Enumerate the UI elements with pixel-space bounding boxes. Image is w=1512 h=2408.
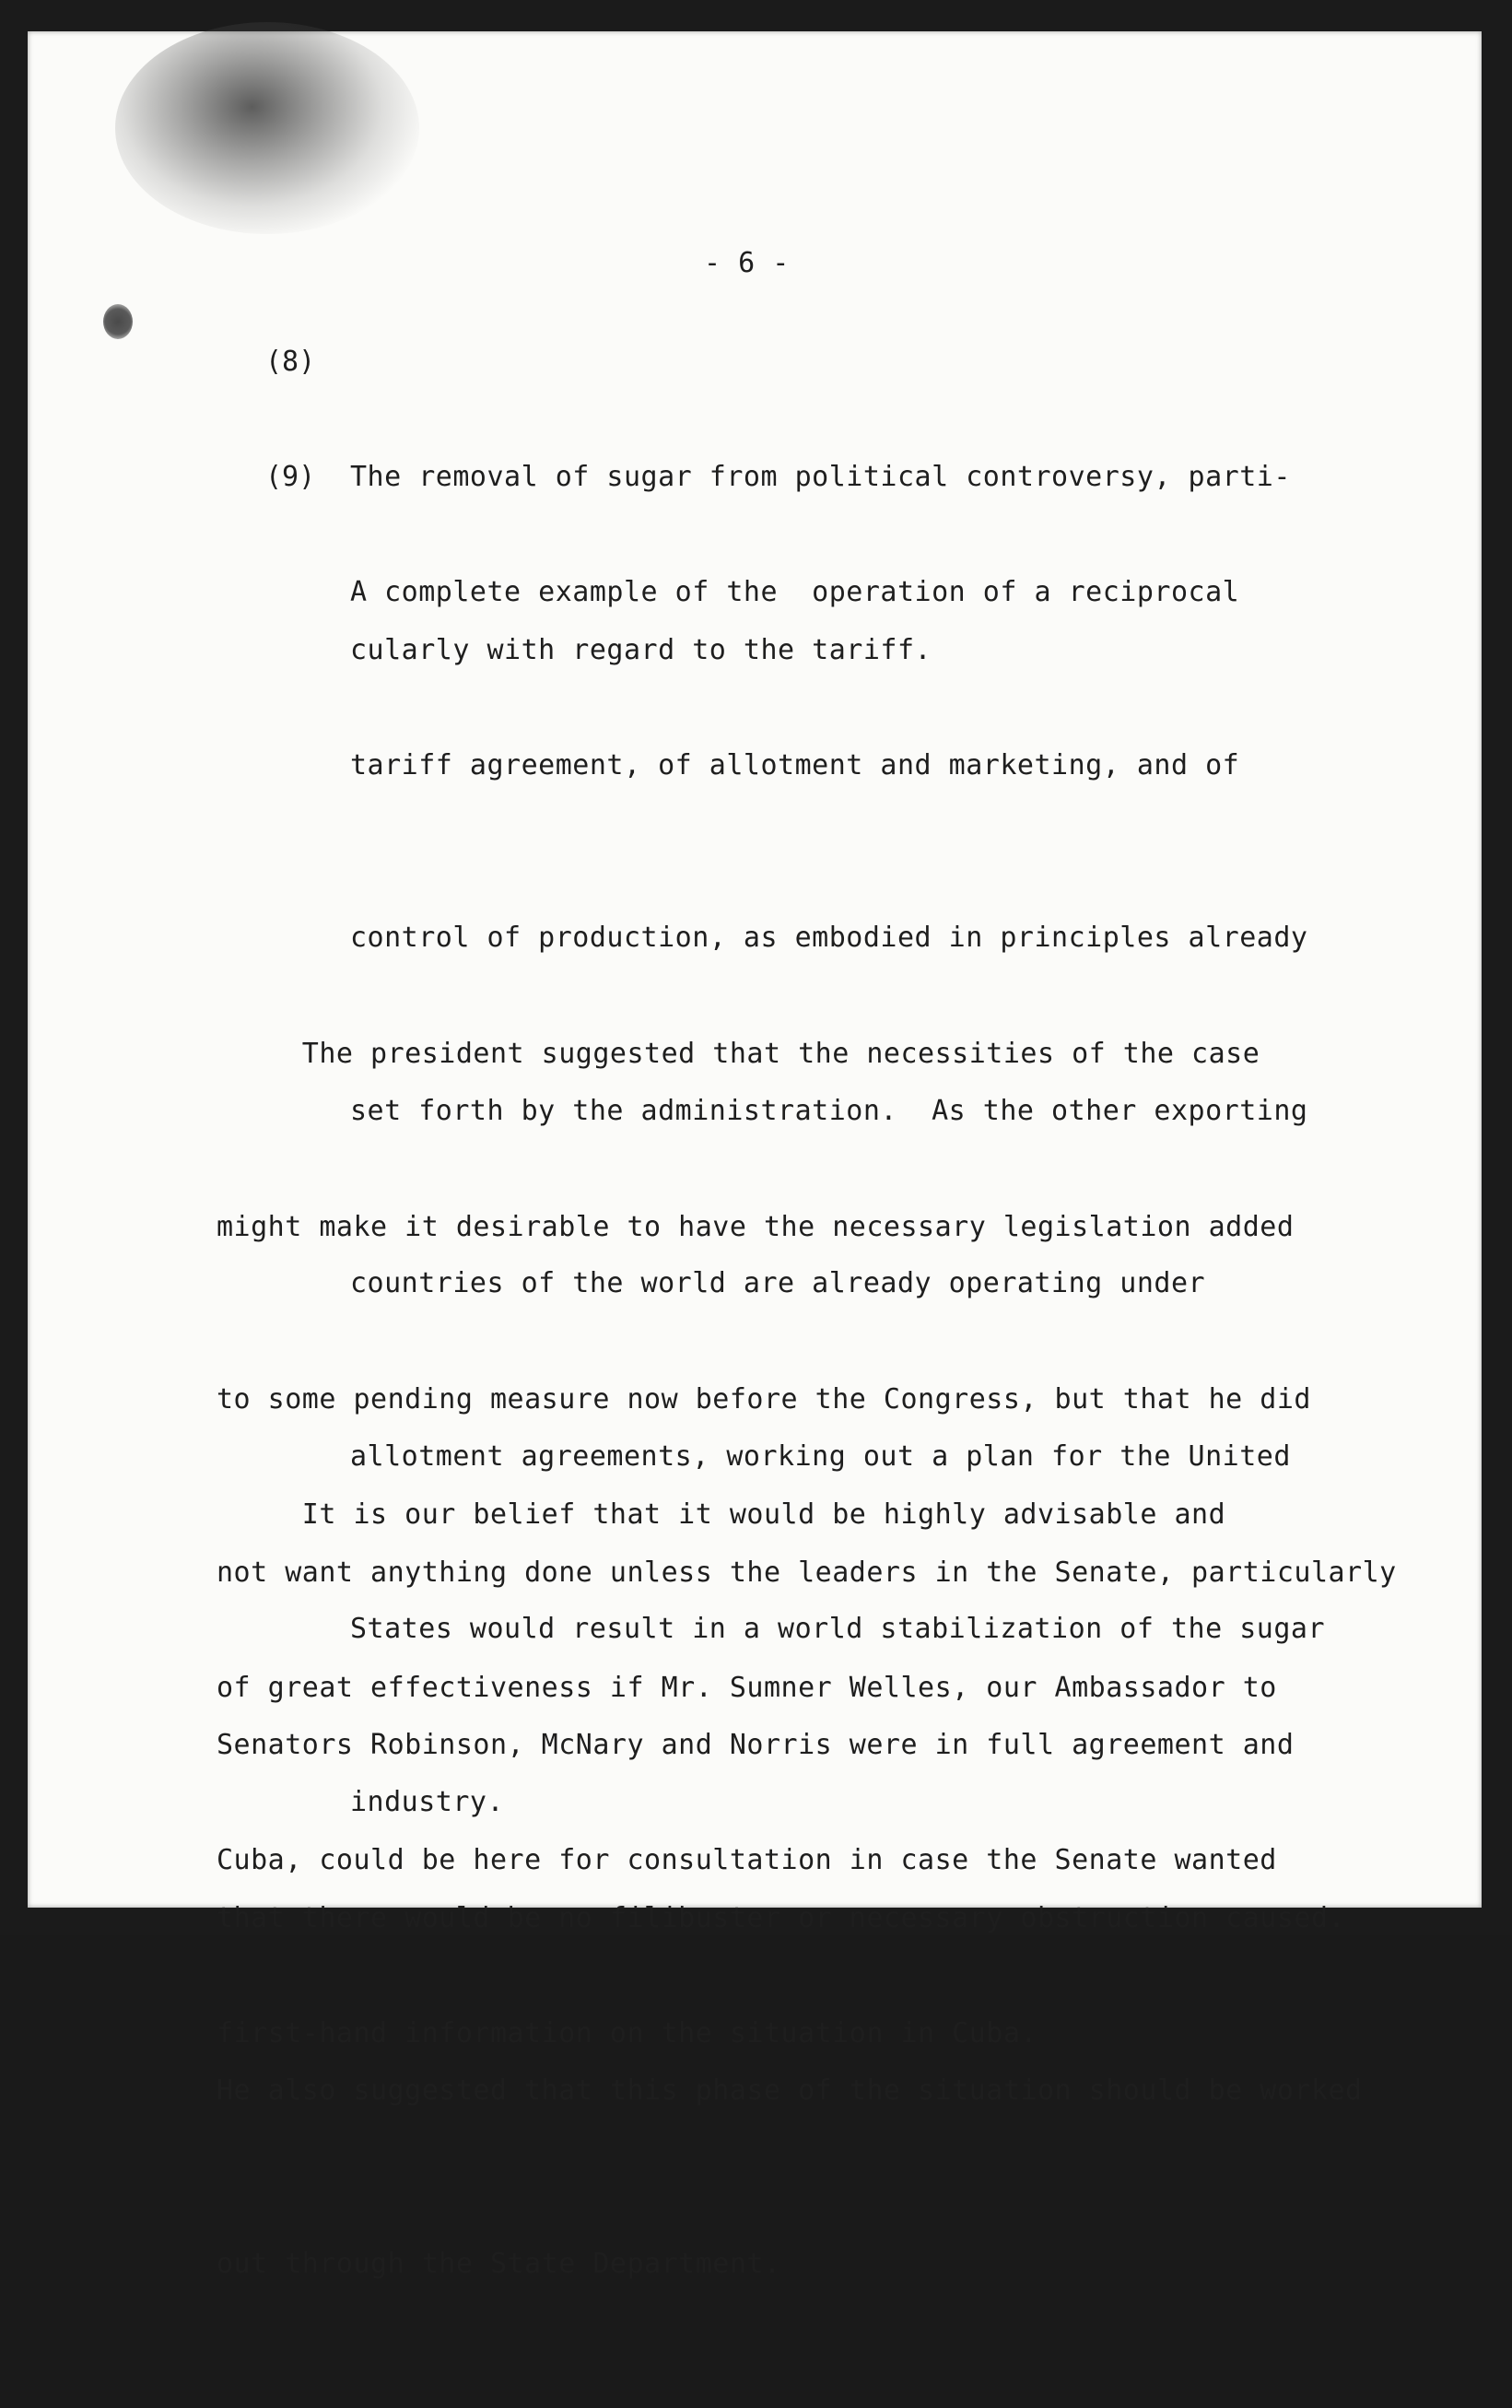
text-line: to some pending measure now before the Congress, but that he did xyxy=(217,1383,1311,1415)
text-line: The president suggested that the necessities of the case xyxy=(217,1038,1260,1070)
body-paragraph xyxy=(217,1371,1277,2178)
document-page xyxy=(28,31,1482,2280)
text-line: out through the State Department. xyxy=(217,2247,781,2280)
ink-smudge xyxy=(115,22,419,234)
list-item-number: (9) xyxy=(265,461,316,493)
text-line: Senators Robinson, McNary and Norris were in full agreement and xyxy=(217,1729,1295,1761)
text-line: first-hand information on the situation in Cuba. xyxy=(217,2016,1037,2050)
text-line: of great effectiveness if Mr. Sumner Welles, our Ambassador to xyxy=(217,1671,1277,1704)
text-line: might make it desirable to have the necessary legislation added xyxy=(217,1210,1295,1243)
text-line: control of production, as embodied in principles already xyxy=(350,922,1308,954)
text-line: Cuba, could be here for consultation in case the Senate wanted xyxy=(217,1844,1277,1876)
text-line: cularly with regard to the tariff. xyxy=(350,633,932,666)
text-line: allotment agreements, working out a plan for the United xyxy=(350,1439,1291,1473)
text-line: industry. xyxy=(350,1785,505,1818)
text-line: The removal of sugar from political controversy, parti- xyxy=(350,461,1291,493)
punch-hole-mark xyxy=(103,304,133,339)
text-line: set forth by the administration. As the other exporting xyxy=(350,1094,1308,1127)
text-line: tariff agreement, of allotment and marketing, and of xyxy=(350,748,1240,781)
page-number: - 6 - xyxy=(704,247,790,279)
text-line: A complete example of the operation of a reciprocal xyxy=(350,576,1240,608)
text-line: that there would be no filibuster or necessary obstruction caused. xyxy=(217,1901,1346,1934)
text-line: He also suggested that this phase of the situation should be worked xyxy=(217,2074,1363,2107)
text-line: States would result in a world stabilization of the sugar xyxy=(350,1613,1326,1645)
text-line: not want anything done unless the leaders in the Senate, particularly xyxy=(217,1556,1397,1589)
list-item-number: (8) xyxy=(265,346,316,378)
text-line: countries of the world are already operating under xyxy=(350,1267,1206,1299)
text-line: It is our belief that it would be highly advisable and xyxy=(217,1498,1226,1531)
